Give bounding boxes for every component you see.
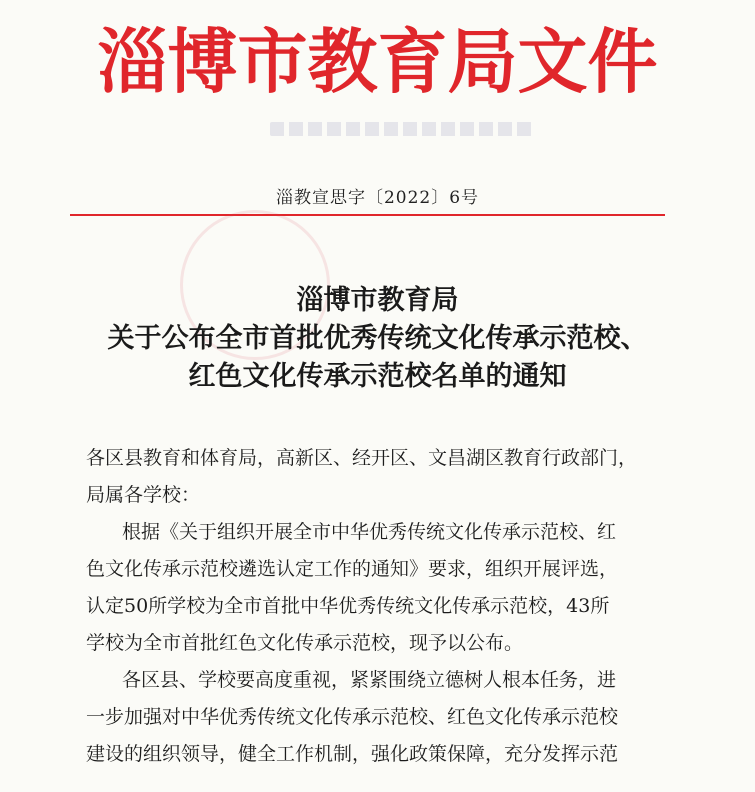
recipient-line: 各区县教育和体育局，高新区、经开区、文昌湖区教育行政部门，	[86, 447, 638, 469]
paragraph-line: 一步加强对中华优秀传统文化传承示范校、红色文化传承示范校	[86, 706, 619, 728]
notice-title	[0, 282, 755, 396]
paragraph-line: 色文化传承示范校遴选认定工作的通知》要求，组织开展评选，	[86, 558, 619, 580]
notice-title-line: 红色文化传承示范校名单的通知	[188, 361, 567, 392]
notice-body	[86, 440, 676, 773]
recipient-line: 局属各学校：	[86, 484, 201, 506]
paragraph-line: 认定50所学校为全市首批中华优秀传统文化传承示范校，43所	[86, 595, 610, 617]
paragraph-line: 学校为全市首批红色文化传承示范校，现予以公布。	[86, 632, 524, 654]
notice-title-line: 淄博市教育局	[296, 285, 459, 316]
notice-title-line: 关于公布全市首批优秀传统文化传承示范校、	[107, 323, 648, 354]
paragraph-line: 各区县、学校要高度重视，紧紧围绕立德树人根本任务，进	[122, 669, 617, 691]
red-separator-line	[70, 214, 665, 216]
paragraph-line: 根据《关于组织开展全市中华优秀传统文化传承示范校、红	[122, 521, 617, 543]
document-header-title: 淄博市教育局文件	[97, 20, 658, 103]
paragraph-line: 建设的组织领导，健全工作机制，强化政策保障，充分发挥示范	[86, 743, 619, 765]
document-number: 淄教宣思字〔2022〕6号	[275, 188, 480, 208]
faint-bleed-through-line	[270, 122, 532, 136]
